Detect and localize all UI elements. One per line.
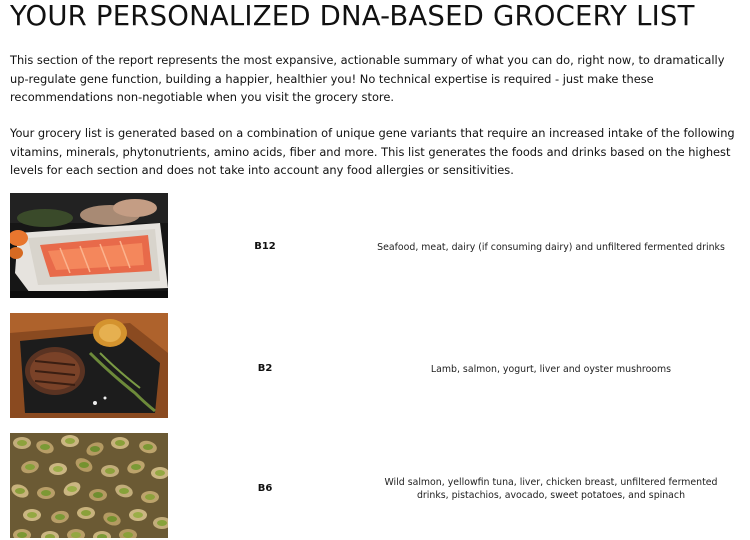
salmon-photo [10, 193, 168, 298]
intro-paragraph: This section of the report represents the most expansive, actionable summary of what you can do, right now, to dramatically up-regulate gene function, building a happier, healthier you! No technical expertise is required - just make these recommendations non-negotiable when you visit the grocery store. [10, 53, 725, 104]
vitamin-label: B2 [257, 363, 273, 374]
grocery-row-b6 [10, 433, 745, 538]
explanation-paragraph: Your grocery list is generated based on a combination of unique gene variants that require an increased intake of the following vitamins, minerals, phytonutrients, amino acids, fiber and more. This list generates the foods and drinks based on the highest levels for each section and does not take into account any food allergies or sensitivities. [10, 126, 735, 177]
pistachios-photo [10, 433, 168, 538]
vitamin-label: B12 [254, 241, 276, 252]
food-list: Wild salmon, yellowfin tuna, liver, chicken breast, unfiltered fermented drinks, pistachios, avocado, sweet potatoes, and spinach [384, 477, 718, 501]
grocery-row-b12 [10, 193, 745, 298]
food-list: Seafood, meat, dairy (if consuming dairy) and unfiltered fermented drinks [377, 242, 725, 253]
grilled-meat-photo [10, 313, 168, 418]
grocery-row-b2 [10, 313, 745, 418]
food-list: Lamb, salmon, yogurt, liver and oyster mushrooms [430, 364, 672, 375]
page-title: YOUR PERSONALIZED DNA-BASED GROCERY LIST [10, 0, 695, 32]
vitamin-label: B6 [257, 483, 273, 494]
